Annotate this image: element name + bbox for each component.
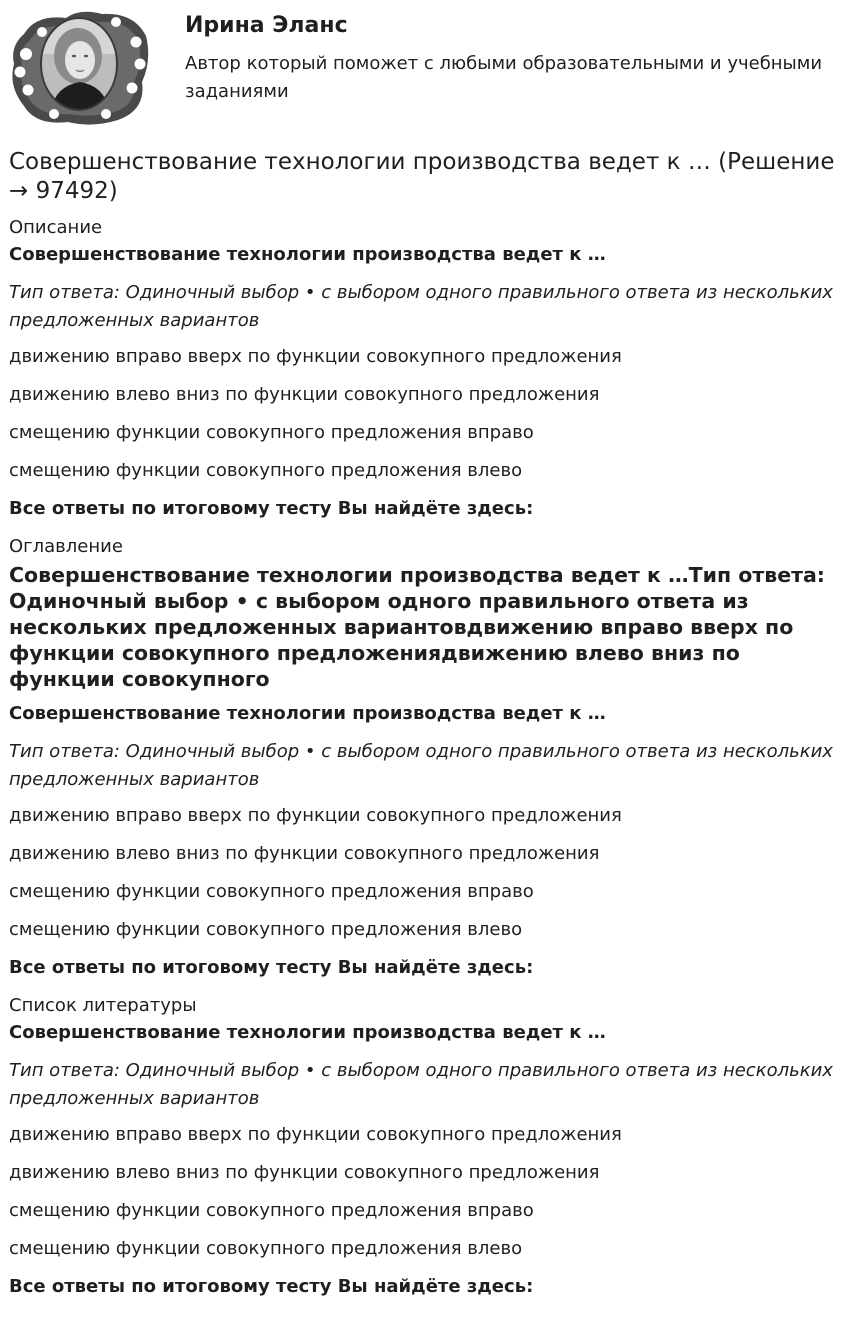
author-name[interactable]: Ирина Эланс (185, 13, 348, 38)
answer-option: смещению функции совокупного предложения влево (9, 460, 523, 481)
toc-section (9, 535, 837, 980)
author-avatar-icon (6, 6, 152, 128)
literature-section (9, 994, 837, 1299)
question-title: Совершенствование технологии производства ведет к … (9, 703, 606, 724)
question-title: Совершенствование технологии производства ведет к … (9, 1022, 606, 1043)
all-answers-link-text: Все ответы по итоговому тесту Вы найдёте здесь: (9, 957, 534, 978)
description-section (9, 216, 837, 521)
answer-type: Тип ответа: Одиночный выбор • с выбором одного правильного ответа из нескольких предложенных вариантов (9, 741, 833, 790)
all-answers-link-text: Все ответы по итоговому тесту Вы найдёте здесь: (9, 498, 534, 519)
answer-option: движению влево вниз по функции совокупного предложения (9, 384, 600, 405)
answer-option: движению вправо вверх по функции совокупного предложения (9, 346, 622, 367)
author-header (0, 0, 847, 140)
page-title: Совершенствование технологии производства ведет к … (Решение → 97492) (9, 149, 835, 204)
answer-option: движению вправо вверх по функции совокупного предложения (9, 1124, 622, 1145)
section-label-literature: Список литературы (9, 995, 197, 1016)
answer-option: движению вправо вверх по функции совокупного предложения (9, 805, 622, 826)
answer-option: смещению функции совокупного предложения вправо (9, 1200, 534, 1221)
answer-option: движению влево вниз по функции совокупного предложения (9, 843, 600, 864)
section-label-toc: Оглавление (9, 536, 123, 557)
answer-type: Тип ответа: Одиночный выбор • с выбором одного правильного ответа из нескольких предложенных вариантов (9, 282, 833, 331)
answer-option: движению влево вниз по функции совокупного предложения (9, 1162, 600, 1183)
section-label-description: Описание (9, 217, 103, 238)
main-content (9, 148, 837, 1313)
answer-type: Тип ответа: Одиночный выбор • с выбором одного правильного ответа из нескольких предложенных вариантов (9, 1060, 833, 1109)
answer-option: смещению функции совокупного предложения влево (9, 919, 523, 940)
all-answers-link-text: Все ответы по итоговому тесту Вы найдёте здесь: (9, 1276, 534, 1297)
author-description: Автор который поможет с любыми образовательными и учебными заданиями (185, 53, 823, 102)
toc-heading: Совершенствование технологии производства ведет к …Тип ответа: Одиночный выбор • с выбором одного правильного ответа из нескольких предложенных вариантовдвижению вправо вверх по функции совокупного предложениядвижению влево вниз по функции совокупного (9, 563, 826, 691)
question-title: Совершенствование технологии производства ведет к … (9, 244, 606, 265)
answer-option: смещению функции совокупного предложения вправо (9, 881, 534, 902)
answer-option: смещению функции совокупного предложения влево (9, 1238, 523, 1259)
answer-option: смещению функции совокупного предложения вправо (9, 422, 534, 443)
